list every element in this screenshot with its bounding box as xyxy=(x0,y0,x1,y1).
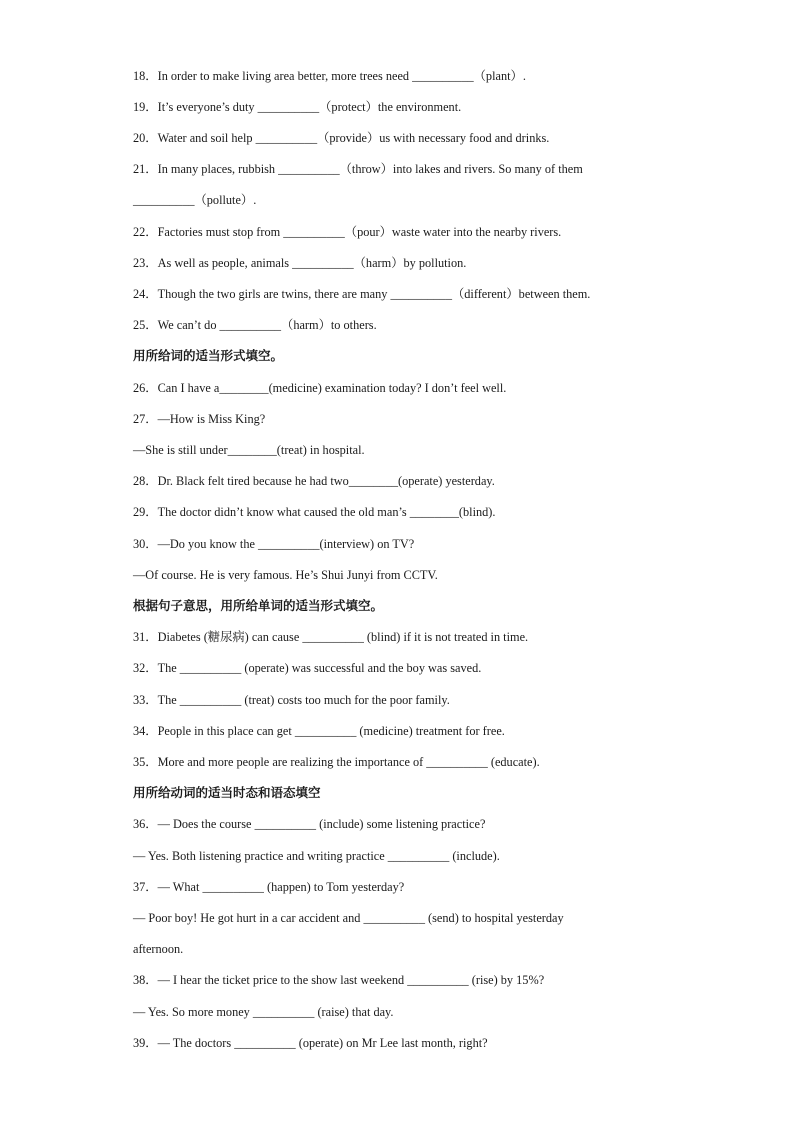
question-20: 20．Water and soil help __________（provide）us with necessary food and drinks. xyxy=(133,131,550,145)
question-23: 23．As well as people, animals __________（harm）by pollution. xyxy=(133,256,467,270)
question-26: 26．Can I have a________(medicine) examination today? I don’t feel well. xyxy=(133,381,507,395)
question-31: 31．Diabetes (糖尿病) can cause __________ (blind) if it is not treated in time. xyxy=(133,630,529,644)
question-33: 33．The __________ (treat) costs too much for the poor family. xyxy=(133,693,450,707)
question-27: 27．—How is Miss King? xyxy=(133,412,266,426)
question-35: 35．More and more people are realizing the importance of __________ (educate). xyxy=(133,755,540,769)
question-38-reply: — Yes. So more money __________ (raise) that day. xyxy=(133,1005,394,1019)
section-heading-1: 用所给词的适当形式填空。 xyxy=(133,348,284,363)
question-24: 24．Though the two girls are twins, there are many __________（different）between them. xyxy=(133,287,591,301)
question-22: 22．Factories must stop from __________（pour）waste water into the nearby rivers. xyxy=(133,225,562,239)
question-18: 18．In order to make living area better, more trees need __________（plant）. xyxy=(133,69,526,83)
question-29: 29．The doctor didn’t know what caused the old man’s ________(blind). xyxy=(133,505,496,519)
question-19: 19．It’s everyone’s duty __________（protect）the environment. xyxy=(133,100,462,114)
question-21-continued: __________（pollute）. xyxy=(133,193,257,207)
question-38: 38．— I hear the ticket price to the show last weekend __________ (rise) by 15%? xyxy=(133,973,545,987)
question-37-reply-continued: afternoon. xyxy=(133,942,184,956)
question-36-reply: — Yes. Both listening practice and writing practice __________ (include). xyxy=(133,849,500,863)
question-25: 25．We can’t do __________（harm）to others. xyxy=(133,318,377,332)
section-heading-3: 用所给动词的适当时态和语态填空 xyxy=(133,785,321,800)
question-36: 36．— Does the course __________ (include) some listening practice? xyxy=(133,817,486,831)
question-32: 32．The __________ (operate) was successful and the boy was saved. xyxy=(133,661,482,675)
question-30: 30．—Do you know the __________(interview) on TV? xyxy=(133,537,415,551)
question-21: 21．In many places, rubbish __________（throw）into lakes and rivers. So many of them xyxy=(133,162,583,176)
question-30-reply: —Of course. He is very famous. He’s Shui Junyi from CCTV. xyxy=(133,568,438,582)
question-37-reply: — Poor boy! He got hurt in a car accident and __________ (send) to hospital yesterday xyxy=(133,911,564,925)
question-34: 34．People in this place can get __________ (medicine) treatment for free. xyxy=(133,724,505,738)
section-heading-2: 根据句子意思，用所给单词的适当形式填空。 xyxy=(133,598,384,613)
question-27-reply: —She is still under________(treat) in hospital. xyxy=(133,443,365,457)
question-28: 28．Dr. Black felt tired because he had two________(operate) yesterday. xyxy=(133,474,495,488)
question-37: 37．— What __________ (happen) to Tom yesterday? xyxy=(133,880,405,894)
question-39: 39．— The doctors __________ (operate) on Mr Lee last month, right? xyxy=(133,1036,488,1050)
